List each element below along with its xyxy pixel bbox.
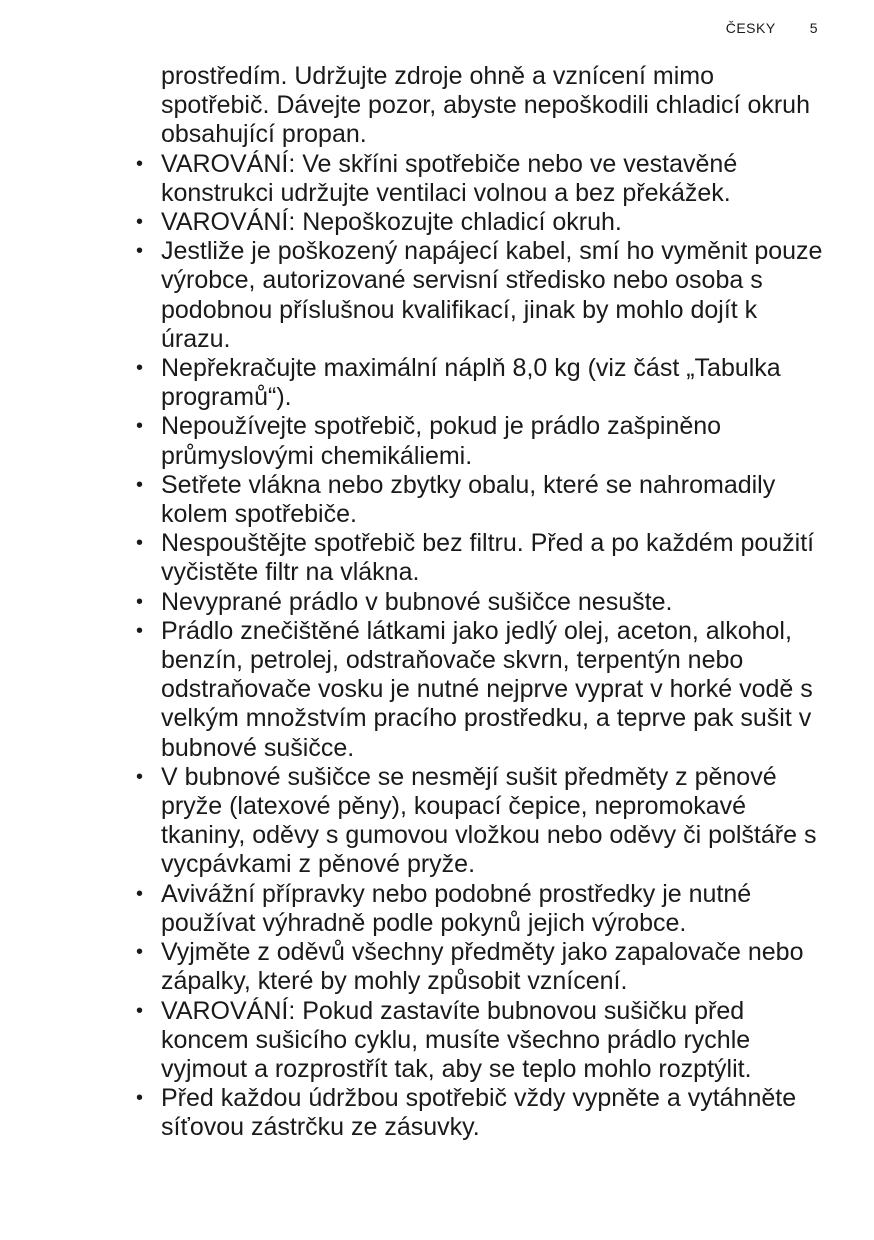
bullet-icon: • [136,999,144,1022]
page-number: 5 [809,20,818,36]
bullet-icon: • [136,882,144,905]
list-item-text: VAROVÁNÍ: Nepoškozujte chladicí okruh. [161,208,622,237]
list-item-text: Před každou údržbou spotřebič vždy vypněte a vytáhněte síťovou zástrčku ze zásuvky. [161,1084,797,1142]
instruction-list [128,150,828,1143]
bullet-icon: • [136,152,144,175]
list-item [128,588,828,617]
bullet-icon: • [136,765,144,788]
list-item [128,997,828,1085]
list-item [128,150,828,208]
bullet-icon: • [136,1087,144,1110]
list-item-text: V bubnové sušičce se nesmějí sušit předměty z pěnové pryže (latexové pěny), koupací čepice, nepromokavé tkaniny, oděvy s gumovou vložkou nebo oděvy či polštáře s vycpávkami z pěnové pryže. [161,762,817,879]
list-item [128,1084,828,1142]
list-item [128,412,828,470]
list-item-text: Prádlo znečištěné látkami jako jedlý olej, aceton, alkohol, benzín, petrolej, odstraňovače skvrn, terpentýn nebo odstraňovače vosku je nutné nejprve vyprat v horké vodě s velkým množstvím pracího prostředku, a teprve pak sušit v bubnové sušičce. [161,616,813,762]
list-item-text: Nepřekračujte maximální náplň 8,0 kg (viz část „Tabulka programů“). [161,354,781,412]
list-item-text: Setřete vlákna nebo zbytky obalu, které se nahromadily kolem spotřebiče. [161,470,776,529]
list-item-text: Jestliže je poškozený napájecí kabel, smí ho vyměnit pouze výrobce, autorizované servisní středisko nebo osoba s podobnou příslušnou kvalifikací, jinak by mohlo dojít k úrazu. [161,237,823,353]
list-item [128,938,828,996]
list-item-text: VAROVÁNÍ: Pokud zastavíte bubnovou sušičku před koncem sušicího cyklu, musíte všechno prádlo rychle vyjmout a rozprostřít tak, aby se teplo mohlo rozptýlit. [161,996,752,1083]
list-item-text: Vyjměte z oděvů všechny předměty jako zapalovače nebo zápalky, které by mohly způsobit vznícení. [161,938,804,996]
list-item [128,237,828,354]
list-item [128,529,828,587]
list-item-text: Nevyprané prádlo v bubnové sušičce nesušte. [161,587,673,616]
bullet-icon: • [136,357,144,380]
list-item [128,208,828,237]
list-item-text: VAROVÁNÍ: Ve skříni spotřebiče nebo ve vestavěné konstrukci udržujte ventilaci volnou a bez překážek. [161,149,738,207]
list-item [128,617,828,763]
list-item [128,471,828,529]
bullet-icon: • [136,211,144,234]
bullet-icon: • [136,619,144,642]
list-item-text: Avivážní přípravky nebo podobné prostředky je nutné používat výhradně podle pokynů jejich výrobce. [161,879,752,937]
bullet-icon: • [136,473,144,496]
list-item-text: Nepoužívejte spotřebič, pokud je prádlo zašpiněno průmyslovými chemikáliemi. [161,412,722,470]
list-item [128,763,828,880]
bullet-icon: • [136,532,144,555]
bullet-icon: • [136,941,144,964]
continuation-paragraph: prostředím. Udržujte zdroje ohně a vznícení mimo spotřebič. Dávejte pozor, abyste nepoškodili chladicí okruh obsahující propan. [161,62,810,149]
safety-instructions [128,62,828,1143]
list-item-text: Nespouštějte spotřebič bez filtru. Před a po každém použití vyčistěte filtr na vlákna. [161,529,815,587]
bullet-icon: • [136,415,144,438]
list-item [128,354,828,412]
bullet-icon: • [136,240,144,263]
list-item [128,880,828,938]
bullet-icon: • [136,590,144,613]
language-label: ČESKY [725,20,776,36]
page-header [726,20,818,36]
